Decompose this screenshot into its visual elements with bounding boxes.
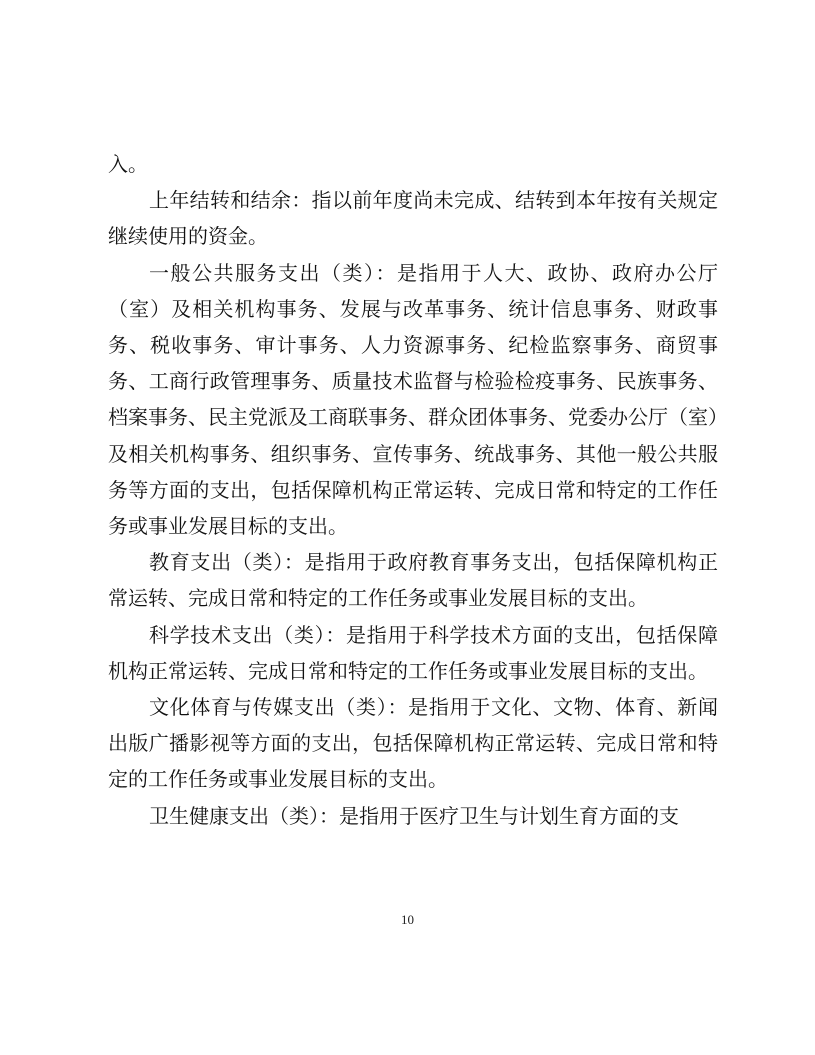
paragraph-continuation: 入。 [108,152,148,176]
paragraph-culture-sports-media: 文化体育与传媒支出（类）：是指用于文化、文物、体育、新闻出版广播影视等方面的支出，包括保障机构正常运转、完成日常和特定的工作任务或事业发展目标的支出。 [108,695,718,792]
paragraph-science-technology: 科学技术支出（类）：是指用于科学技术方面的支出，包括保障机构正常运转、完成日常和特定的工作任务或事业发展目标的支出。 [108,622,718,683]
page-number: 10 [401,912,414,927]
body-text [108,146,718,834]
paragraph-education: 教育支出（类）：是指用于政府教育事务支出，包括保障机构正常运转、完成日常和特定的工作任务或事业发展目标的支出。 [108,550,718,611]
paragraph-general-public-services: 一般公共服务支出（类）：是指用于人大、政协、政府办公厅（室）及相关机构事务、发展与改革事务、统计信息事务、财政事务、税收事务、审计事务、人力资源事务、纪检监察事务、商贸事务、工商行政管理事务、质量技术监督与检验检疫事务、民族事务、档案事务、民主党派及工商联事务、群众团体事务、党委办公厅（室）及相关机构事务、组织事务、宣传事务、统战事务、其他一般公共服务等方面的支出，包括保障机构正常运转、完成日常和特定的工作任务或事业发展目标的支出。 [108,260,718,539]
paragraph-carryover-balance: 上年结转和结余：指以前年度尚未完成、结转到本年按有关规定继续使用的资金。 [108,188,718,249]
paragraph-health: 卫生健康支出（类）：是指用于医疗卫生与计划生育方面的支 [149,803,679,828]
